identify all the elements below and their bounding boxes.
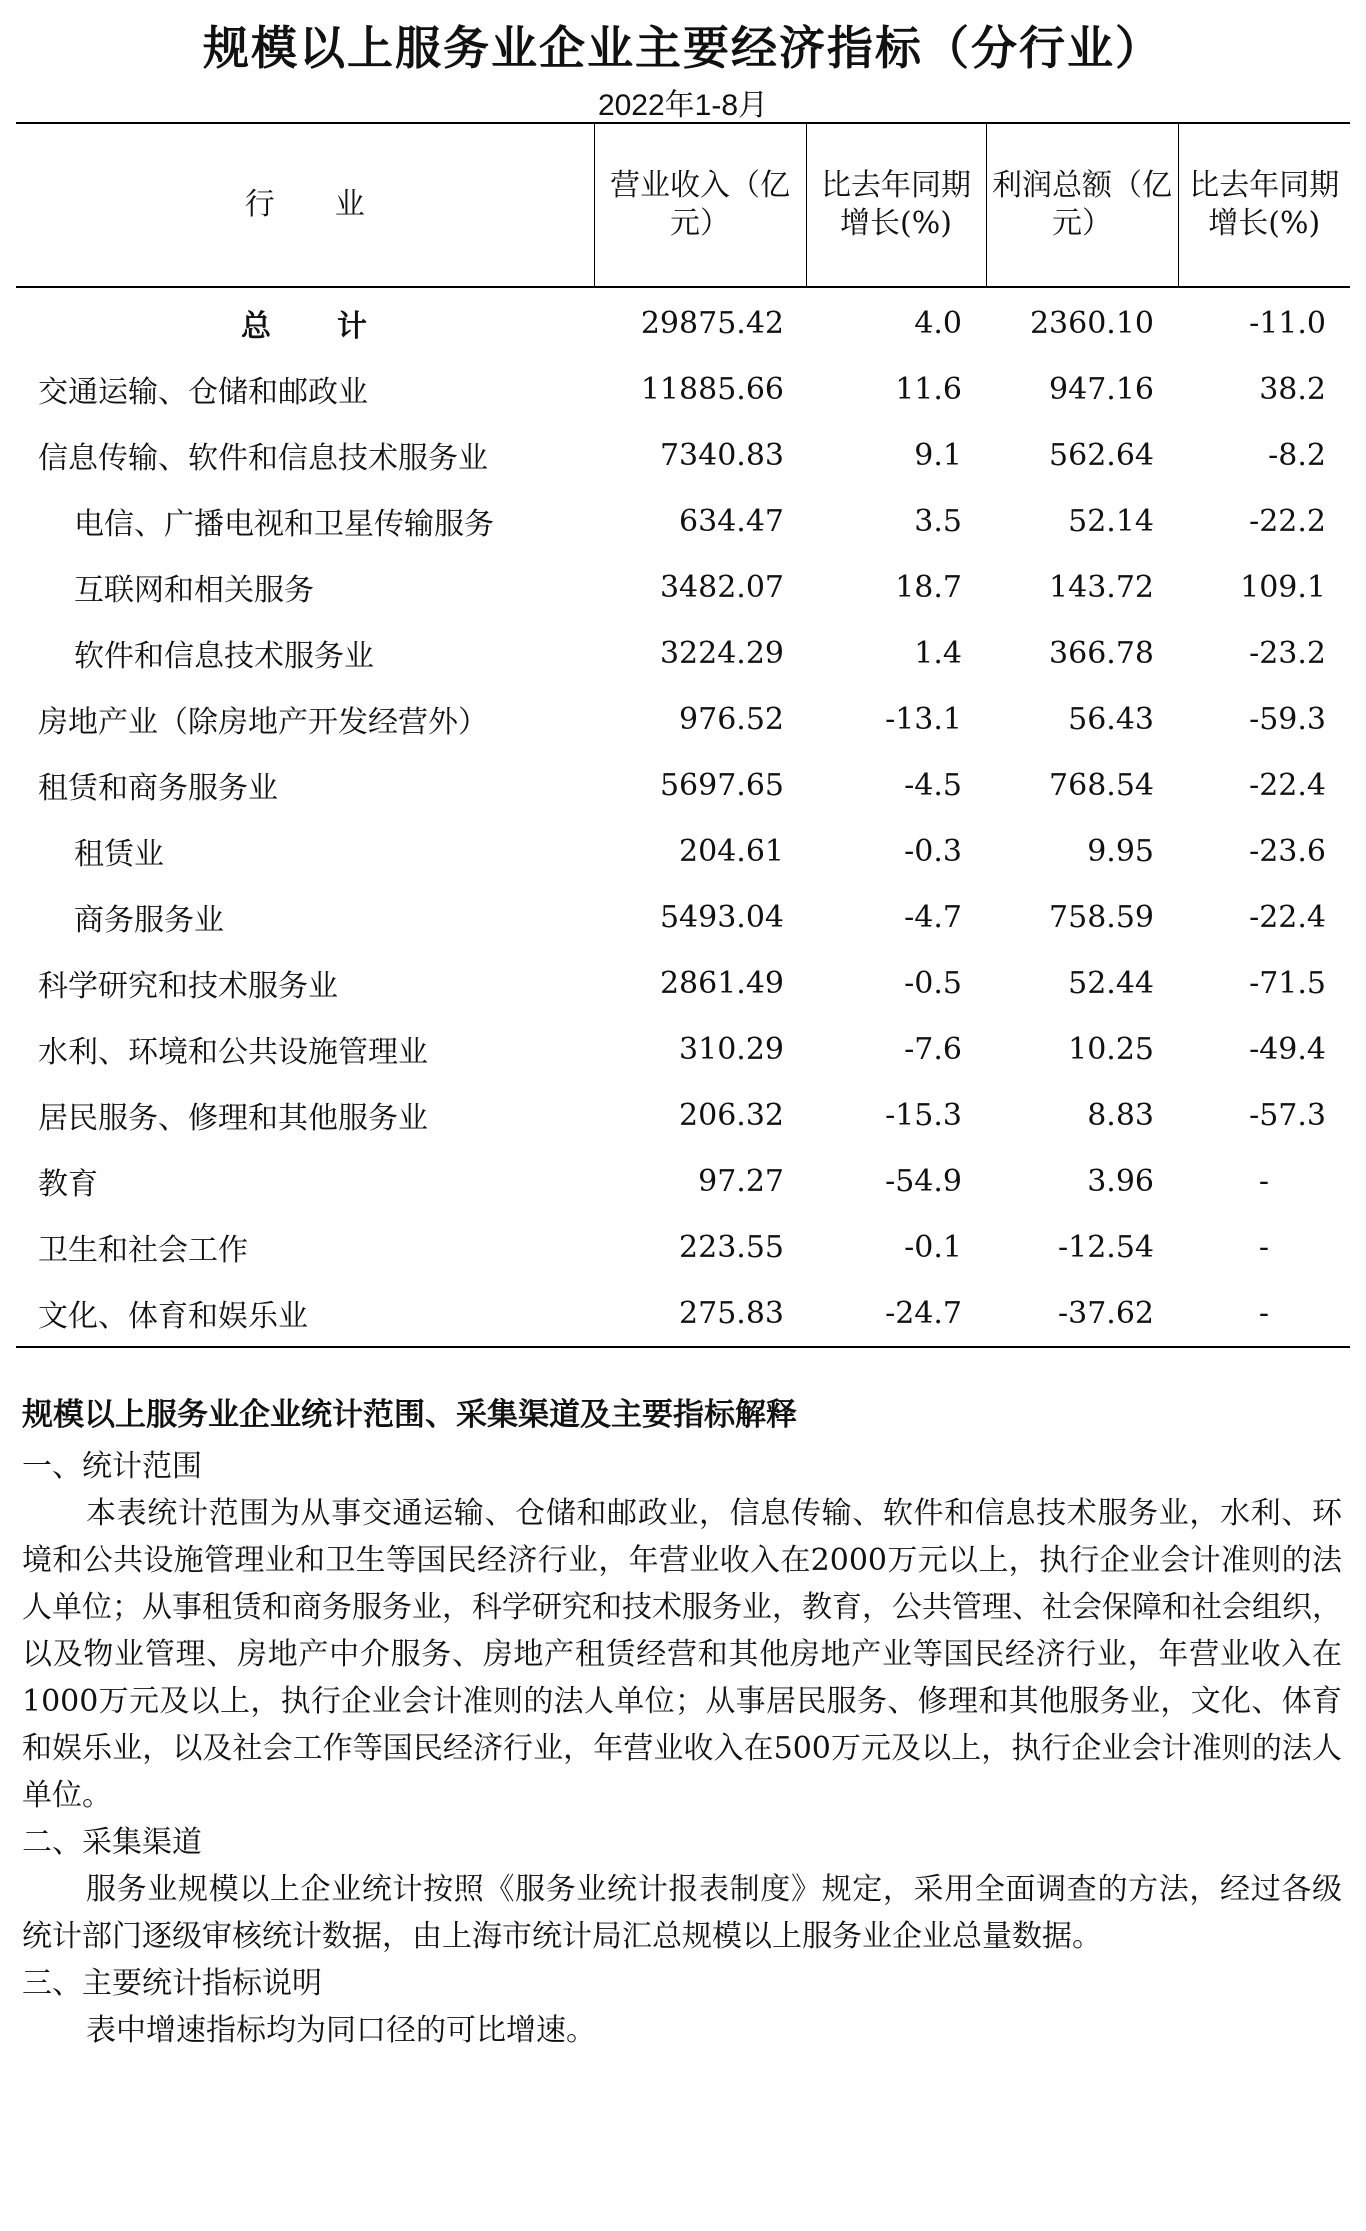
row-profit-growth: -	[1258, 1163, 1270, 1199]
row-name: 商务服务业	[74, 903, 224, 938]
row-profit-growth: -23.6	[1249, 833, 1326, 869]
row-profit: 56.43	[1068, 701, 1154, 737]
row-profit-growth: -49.4	[1249, 1031, 1326, 1067]
table-row	[16, 1148, 1350, 1214]
row-profit: 768.54	[1049, 767, 1154, 803]
row-name: 交通运输、仓储和邮政业	[38, 375, 368, 410]
row-profit-growth: -	[1258, 1229, 1270, 1265]
row-revenue: 223.55	[679, 1229, 784, 1265]
row-profit-growth: 38.2	[1259, 371, 1326, 407]
row-revenue-growth: -7.6	[904, 1031, 962, 1067]
row-revenue-growth: -24.7	[806, 1280, 986, 1347]
row-name: 总 计	[241, 309, 369, 344]
table-row	[16, 554, 1350, 620]
table-row	[16, 422, 1350, 488]
row-revenue-growth: -0.3	[904, 833, 962, 869]
row-profit-growth: -22.4	[1249, 899, 1326, 935]
row-name: 教育	[38, 1167, 98, 1202]
table-row	[16, 818, 1350, 884]
table-row	[16, 620, 1350, 686]
row-revenue: 11885.66	[640, 371, 784, 407]
row-profit: 143.72	[1049, 569, 1154, 605]
row-revenue-growth: 9.1	[914, 437, 962, 473]
row-name: 卫生和社会工作	[38, 1233, 248, 1268]
row-profit: 366.78	[1049, 635, 1154, 671]
section-text-scope: 本表统计范围为从事交通运输、仓储和邮政业，信息传输、软件和信息技术服务业，水利、环境和公共设施管理业和卫生等国民经济行业，年营业收入在2000万元以上，执行企业会计准则的法人单位；从事租赁和商务服务业，科学研究和技术服务业，教育，公共管理、社会保障和社会组织，以及物业管理、房地产中介服务、房地产租赁经营和其他房地产业等国民经济行业，年营业收入在1000万元及以上，执行企业会计准则的法人单位；从事居民服务、修理和其他服务业，文化、体育和娱乐业，以及社会工作等国民经济行业，年营业收入在500万元及以上，执行企业会计准则的法人单位。	[22, 1496, 1342, 1813]
row-name: 互联网和相关服务	[74, 573, 314, 608]
row-revenue-growth: -15.3	[885, 1097, 962, 1133]
row-profit: 758.59	[1049, 899, 1154, 935]
row-revenue-growth: 18.7	[895, 569, 962, 605]
section-text-indicators: 表中增速指标均为同口径的可比增速。	[86, 2013, 596, 2048]
table-row-total	[16, 287, 1350, 356]
period-label: 2022年1-8月	[597, 89, 769, 122]
row-revenue: 976.52	[679, 701, 784, 737]
row-name: 信息传输、软件和信息技术服务业	[38, 441, 488, 476]
row-revenue: 275.83	[594, 1280, 806, 1347]
row-name: 电信、广播电视和卫星传输服务	[74, 507, 494, 542]
row-name: 科学研究和技术服务业	[38, 969, 338, 1004]
table-row	[16, 884, 1350, 950]
row-profit-growth: -57.3	[1249, 1097, 1326, 1133]
row-revenue: 204.61	[679, 833, 784, 869]
notes-heading: 规模以上服务业企业统计范围、采集渠道及主要指标解释	[22, 1397, 797, 1433]
row-revenue: 206.32	[679, 1097, 784, 1133]
table-header-row	[16, 123, 1350, 287]
table-row	[16, 1280, 1350, 1347]
table-row	[16, 1214, 1350, 1280]
table-row	[16, 1016, 1350, 1082]
row-profit-growth: 109.1	[1240, 569, 1326, 605]
row-revenue-growth: 11.6	[895, 371, 962, 407]
row-profit: 9.95	[1087, 833, 1154, 869]
row-revenue-growth: 3.5	[914, 503, 962, 539]
row-profit: 3.96	[1087, 1163, 1154, 1199]
section-text-channel: 服务业规模以上企业统计按照《服务业统计报表制度》规定，采用全面调查的方法，经过各级统计部门逐级审核统计数据，由上海市统计局汇总规模以上服务业企业总量数据。	[22, 1872, 1342, 1954]
header-industry: 行 业	[16, 123, 594, 287]
indicators-table	[16, 122, 1350, 1348]
row-profit: 562.64	[1049, 437, 1154, 473]
row-revenue: 7340.83	[659, 437, 784, 473]
row-profit-growth: -71.5	[1249, 965, 1326, 1001]
row-profit-growth: -22.2	[1249, 503, 1326, 539]
row-revenue-growth: -0.1	[904, 1229, 962, 1265]
table-row	[16, 356, 1350, 422]
table-row	[16, 686, 1350, 752]
row-name: 房地产业（除房地产开发经营外）	[38, 705, 488, 740]
page-title: 规模以上服务业企业主要经济指标（分行业）	[203, 21, 1163, 75]
row-revenue: 29875.42	[640, 305, 784, 341]
row-revenue: 5697.65	[659, 767, 784, 803]
row-profit: 52.14	[1068, 503, 1154, 539]
row-name: 文化、体育和娱乐业	[16, 1280, 594, 1347]
row-profit: 8.83	[1087, 1097, 1154, 1133]
row-revenue-growth: 4.0	[914, 305, 962, 341]
table-row	[16, 752, 1350, 818]
row-name: 居民服务、修理和其他服务业	[38, 1101, 428, 1136]
row-profit: 10.25	[1068, 1031, 1154, 1067]
row-revenue: 5493.04	[659, 899, 784, 935]
section-title-channel: 二、采集渠道	[22, 1825, 202, 1860]
section-title-scope: 一、统计范围	[22, 1449, 202, 1484]
header-revenue: 营业收入（亿元）	[594, 123, 806, 287]
table-row	[16, 1082, 1350, 1148]
row-profit-growth: -8.2	[1268, 437, 1326, 473]
notes-section	[22, 1392, 1342, 2054]
row-name: 软件和信息技术服务业	[74, 639, 374, 674]
section-title-indicators: 三、主要统计指标说明	[22, 1966, 322, 2001]
row-revenue-growth: -4.5	[904, 767, 962, 803]
row-revenue-growth: -13.1	[885, 701, 962, 737]
row-revenue-growth: -0.5	[904, 965, 962, 1001]
row-name: 租赁业	[74, 837, 164, 872]
row-profit-growth: -59.3	[1249, 701, 1326, 737]
row-name: 水利、环境和公共设施管理业	[38, 1035, 428, 1070]
row-profit-growth: -	[1178, 1280, 1350, 1347]
row-revenue-growth: -54.9	[885, 1163, 962, 1199]
row-profit: 947.16	[1049, 371, 1154, 407]
row-revenue-growth: 1.4	[914, 635, 962, 671]
row-revenue: 310.29	[679, 1031, 784, 1067]
row-revenue: 634.47	[679, 503, 784, 539]
table-row	[16, 488, 1350, 554]
row-profit: -12.54	[1057, 1229, 1154, 1265]
row-profit: 2360.10	[1029, 305, 1154, 341]
table-row	[16, 950, 1350, 1016]
row-name: 租赁和商务服务业	[38, 771, 278, 806]
row-revenue: 3482.07	[659, 569, 784, 605]
header-profit-growth: 比去年同期增长(%)	[1178, 123, 1350, 287]
row-revenue-growth: -4.7	[904, 899, 962, 935]
row-profit-growth: -22.4	[1249, 767, 1326, 803]
row-revenue: 3224.29	[659, 635, 784, 671]
header-revenue-growth: 比去年同期增长(%)	[806, 123, 986, 287]
row-profit: 52.44	[1068, 965, 1154, 1001]
row-profit: -37.62	[986, 1280, 1178, 1347]
row-profit-growth: -23.2	[1249, 635, 1326, 671]
row-revenue: 97.27	[698, 1163, 784, 1199]
header-profit: 利润总额（亿元）	[986, 123, 1178, 287]
row-profit-growth: -11.0	[1249, 305, 1326, 341]
row-revenue: 2861.49	[659, 965, 784, 1001]
